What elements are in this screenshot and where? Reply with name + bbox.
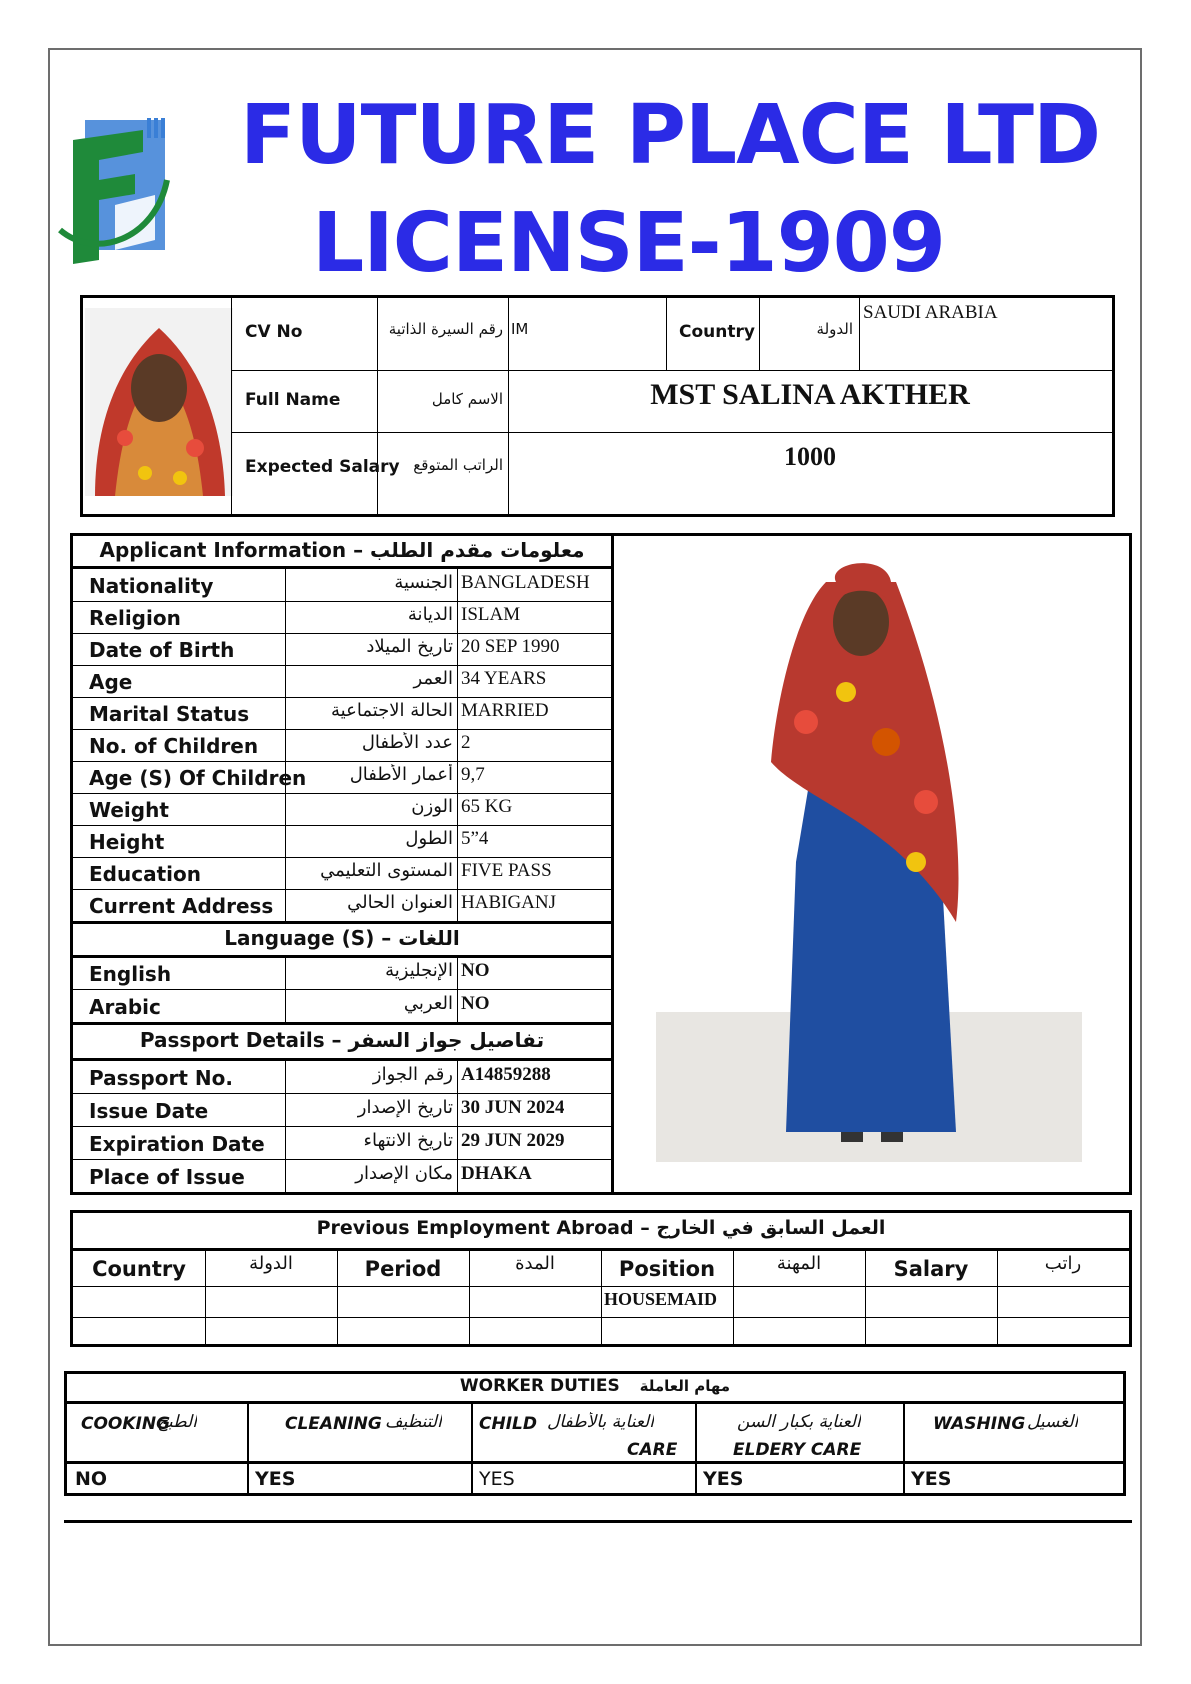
duty-eldery-care-label-ar: العناية بكبار السن (737, 1412, 861, 1432)
cv-no-value: IM (511, 320, 529, 338)
cv-no-label-ar: رقم السيرة الذاتية (388, 320, 503, 338)
worker-duties-title: WORKER DUTIES (459, 1376, 620, 1396)
col-period-ar: المدة (515, 1253, 555, 1274)
weight-label-ar: الوزن (411, 796, 453, 817)
education-label-ar: المستوى التعليمي (320, 860, 453, 881)
marital-status-label: Marital Status (89, 702, 250, 726)
height-label-ar: الطول (405, 828, 453, 849)
current-address-value: HABIGANJ (461, 892, 556, 913)
duty-eldery-care-value: YES (703, 1468, 744, 1490)
date-of-birth-label-ar: تاريخ الميلاد (366, 636, 453, 657)
passport-no-label: Passport No. (89, 1066, 233, 1090)
english-label: English (89, 962, 172, 986)
religion-value: ISLAM (461, 604, 521, 625)
duty-washing-value: YES (911, 1468, 952, 1490)
expected-salary-label-ar: الراتب المتوقع (413, 456, 503, 474)
weight-label: Weight (89, 798, 169, 822)
previous-employment-table (70, 1210, 1132, 1347)
company-logo (55, 110, 175, 270)
education-label: Education (89, 862, 201, 886)
expiration-date-label-ar: تاريخ الانتهاء (363, 1130, 453, 1151)
full-name-label-ar: الاسم كامل (431, 390, 503, 408)
worker-duties-heading (67, 1376, 1123, 1396)
nationality-label-ar: الجنسية (394, 572, 453, 593)
duty-child-care-label-ar: العناية بالأطفال (547, 1412, 654, 1432)
arabic-value: NO (461, 993, 490, 1014)
country-label: Country (679, 322, 755, 342)
duty-child-care-value: YES (479, 1468, 515, 1490)
children-ages-label-ar: أعمار الأطفال (349, 764, 453, 785)
english-value: NO (461, 960, 490, 981)
nationality-label: Nationality (89, 574, 214, 598)
duty-child-care-label: CHILD (479, 1414, 537, 1434)
previous-employment-heading: Previous Employment Abroad – العمل السابق في الخارج (316, 1217, 886, 1239)
full-name-label: Full Name (245, 390, 341, 410)
col-salary: Salary (893, 1257, 969, 1281)
place-of-issue-value: DHAKA (461, 1163, 532, 1184)
passport-heading: Passport Details – تفاصيل جواز السفر (139, 1028, 545, 1052)
duty-cleaning-value: YES (255, 1468, 296, 1490)
duty-eldery-care-label: ELDERY CARE (733, 1440, 862, 1460)
col-position: Position (618, 1257, 716, 1281)
children-count-label-ar: عدد الأطفال (361, 732, 453, 753)
duty-cooking-label-ar: الطبخ (157, 1412, 197, 1432)
duty-cooking-value: NO (75, 1468, 108, 1490)
full-body-photo (656, 542, 1082, 1162)
languages-heading: Language (S) – اللغات (224, 926, 460, 950)
children-count-value: 2 (461, 732, 471, 753)
religion-label-ar: الديانة (407, 604, 453, 625)
issue-date-value: 30 JUN 2024 (461, 1097, 565, 1118)
headshot-photo (85, 308, 233, 496)
personal-summary-box (80, 295, 1115, 517)
expected-salary-value: 1000 (784, 442, 836, 471)
duty-washing-label-ar: الغسيل (1027, 1412, 1079, 1432)
date-of-birth-value: 20 SEP 1990 (461, 636, 560, 657)
worker-duties-table (64, 1371, 1126, 1496)
duty-cleaning-label: CLEANING (285, 1414, 382, 1434)
marital-status-value: MARRIED (461, 700, 549, 721)
weight-value: 65 KG (461, 796, 513, 817)
issue-date-label: Issue Date (89, 1099, 209, 1123)
english-label-ar: الإنجليزية (385, 960, 453, 981)
col-position-ar: المهنة (776, 1253, 822, 1274)
place-of-issue-label: Place of Issue (89, 1165, 245, 1189)
col-country-ar: الدولة (249, 1253, 293, 1274)
expiration-date-value: 29 JUN 2029 (461, 1130, 565, 1151)
education-value: FIVE PASS (461, 860, 552, 881)
marital-status-label-ar: الحالة الاجتماعية (331, 700, 453, 721)
religion-label: Religion (89, 606, 181, 630)
height-label: Height (89, 830, 165, 854)
current-address-label: Current Address (89, 894, 274, 918)
age-value: 34 YEARS (461, 668, 547, 689)
date-of-birth-label: Date of Birth (89, 638, 235, 662)
applicant-info-heading: Applicant Information – معلومات مقدم الطلب (99, 538, 585, 562)
license-number: LICENSE-1909 (312, 196, 945, 291)
duty-washing-label: WASHING (933, 1414, 1026, 1434)
arabic-label: Arabic (89, 995, 161, 1019)
col-country: Country (92, 1257, 186, 1281)
country-label-ar: الدولة (816, 320, 853, 338)
age-label-ar: العمر (413, 668, 453, 689)
children-ages-value: 9,7 (461, 764, 485, 785)
col-period: Period (364, 1257, 442, 1281)
duty-cooking-label: COOKING (81, 1414, 171, 1434)
footer-rule (64, 1520, 1132, 1523)
passport-no-value: A14859288 (461, 1064, 551, 1085)
arabic-label-ar: العربي (403, 993, 453, 1014)
worker-duties-title-ar: مهام العاملة (639, 1377, 731, 1395)
company-name: FUTURE PLACE LTD (240, 88, 1101, 183)
issue-date-label-ar: تاريخ الإصدار (357, 1097, 453, 1118)
height-value: 5”4 (461, 828, 489, 849)
expiration-date-label: Expiration Date (89, 1132, 265, 1156)
nationality-value: BANGLADESH (461, 572, 590, 593)
country-value: SAUDI ARABIA (863, 302, 998, 323)
cv-no-label: CV No (245, 322, 303, 342)
passport-no-label-ar: رقم الجواز (372, 1064, 453, 1085)
position-value: HOUSEMAID (604, 1289, 718, 1309)
duty-cleaning-label-ar: التنظيف (385, 1412, 442, 1432)
full-name-value: MST SALINA AKTHER (650, 378, 970, 411)
col-salary-ar: راتب (1044, 1253, 1082, 1274)
children-ages-label: Age (S) Of Children (89, 766, 307, 790)
age-label: Age (89, 670, 133, 694)
current-address-label-ar: العنوان الحالي (347, 892, 453, 913)
applicant-information-box (70, 533, 1132, 1195)
place-of-issue-label-ar: مكان الإصدار (355, 1163, 453, 1184)
expected-salary-label: Expected Salary (245, 457, 400, 477)
children-count-label: No. of Children (89, 734, 259, 758)
duty-child-care-label-2: CARE (627, 1440, 678, 1460)
